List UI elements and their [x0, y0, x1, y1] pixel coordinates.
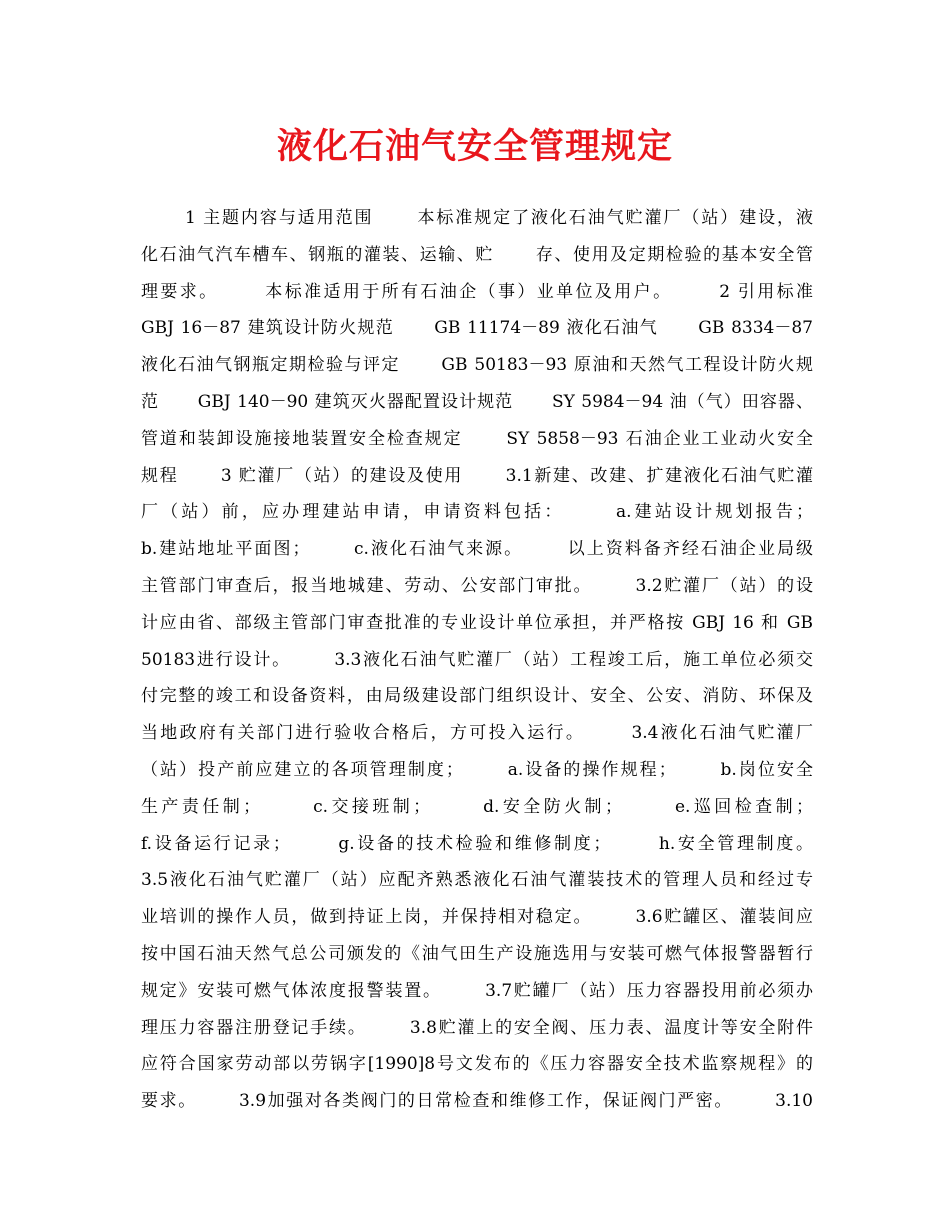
body-line: 按中国石油天然气总公司颁发的《油气田生产设施选用与安装可燃气体报警器暂行 [141, 943, 813, 964]
body-line: 规定》安装可燃气体浓度报警装置。 3.7贮罐厂（站）压力容器投用前必须办 [141, 980, 813, 1001]
body-line: 应符合国家劳动部以劳锅字[1990]8号文发布的《压力容器安全技术监察规程》的 [141, 1054, 813, 1075]
body-line: 生产责任制； c.交接班制； d.安全防火制； e.巡回检查制； [141, 796, 813, 817]
body-line: 规程 3 贮灌厂（站）的建设及使用 3.1新建、改建、扩建液化石油气贮灌 [141, 465, 813, 486]
document-title: 液化石油气安全管理规定 [276, 126, 673, 167]
body-line: 理压力容器注册登记手续。 3.8贮灌上的安全阀、压力表、温度计等安全附件 [141, 1017, 813, 1038]
body-line: 1 主题内容与适用范围 本标准规定了液化石油气贮灌厂（站）建设，液 [141, 208, 813, 228]
body-line: 范 GBJ 140－90 建筑灭火器配置设计规范 SY 5984－94 油（气）田容器、 [141, 391, 813, 412]
body-line: 液化石油气钢瓶定期检验与评定 GB 50183－93 原油和天然气工程设计防火规 [141, 355, 813, 376]
body-line: 厂（站）前，应办理建站申请，申请资料包括： a.建站设计规划报告； [141, 502, 813, 523]
body-line: （站）投产前应建立的各项管理制度； a.设备的操作规程； b.岗位安全 [141, 759, 813, 780]
body-line: 要求。 3.9加强对各类阀门的日常检查和维修工作，保证阀门严密。 3.10 [141, 1091, 813, 1112]
body-line: b.建站地址平面图； c.液化石油气来源。 以上资料备齐经石油企业局级 [141, 539, 813, 560]
body-line: GBJ 16－87 建筑设计防火规范 GB 11174－89 液化石油气 GB 8334－87 [141, 318, 813, 339]
body-line: f.设备运行记录； g.设备的技术检验和维修制度； h.安全管理制度。 [141, 833, 813, 854]
body-line: 当地政府有关部门进行验收合格后，方可投入运行。 3.4液化石油气贮灌厂 [141, 723, 813, 744]
body-line: 3.5液化石油气贮灌厂（站）应配齐熟悉液化石油气灌装技术的管理人员和经过专 [141, 870, 813, 891]
body-line: 50183进行设计。 3.3液化石油气贮灌厂（站）工程竣工后，施工单位必须交 [141, 649, 813, 670]
body-line: 付完整的竣工和设备资料，由局级建设部门组织设计、安全、公安、消防、环保及 [141, 686, 813, 707]
body-line: 化石油气汽车槽车、钢瓶的灌装、运输、贮 存、使用及定期检验的基本安全管 [141, 244, 813, 265]
body-line: 计应由省、部级主管部门审查批准的专业设计单位承担，并严格按 GBJ 16 和 GB [141, 612, 813, 633]
body-line: 理要求。 本标准适用于所有石油企（事）业单位及用户。 2 引用标准 [141, 281, 813, 302]
body-line: 业培训的操作人员，做到持证上岗，并保持相对稳定。 3.6贮罐区、灌装间应 [141, 907, 813, 928]
document-body [141, 200, 813, 1120]
body-line: 主管部门审查后，报当地城建、劳动、公安部门审批。 3.2贮灌厂（站）的设 [141, 575, 813, 596]
body-line: 管道和装卸设施接地装置安全检查规定 SY 5858－93 石油企业工业动火安全 [141, 428, 813, 449]
